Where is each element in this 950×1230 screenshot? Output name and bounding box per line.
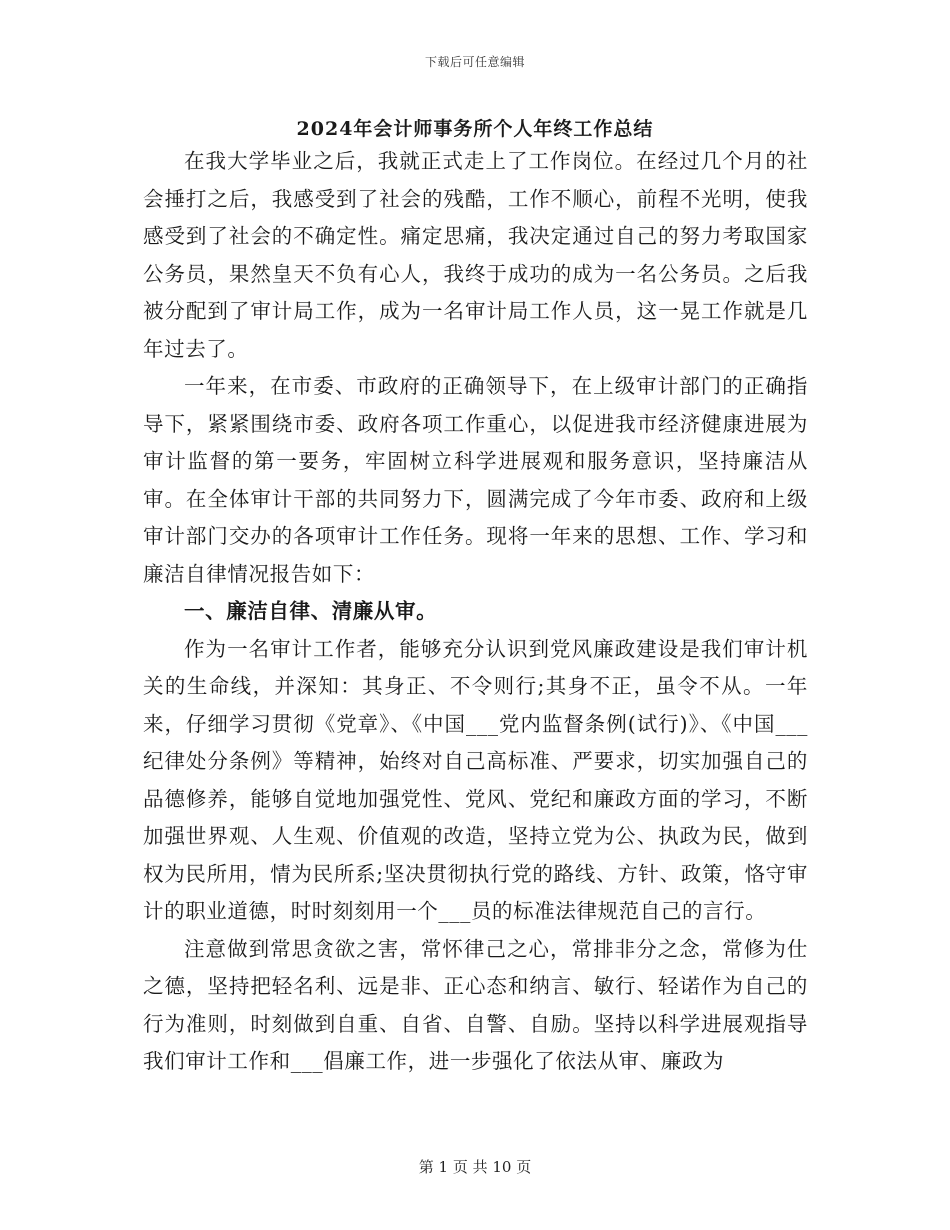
- paragraph-section1-a: 作为一名审计工作者，能够充分认识到党风廉政建设是我们审计机关的生命线，并深知：其身正、不令则行;其身不正，虽令不从。一年来，仔细学习贯彻《党章》、《中国___党内监督条例(试行)》、《中国___纪律处分条例》等精神，始终对自己高标准、严要求，切实加强自己的品德修养，能够自觉地加强党性、党风、党纪和廉政方面的学习，不断加强世界观、人生观、价值观的改造，坚持立党为公、执政为民，做到权为民所用，情为民所系;坚决贯彻执行党的路线、方针、政策，恪守审计的职业道德，时时刻刻用一个___员的标准法律规范自己的言行。: [143, 636, 808, 923]
- document-title: 2024年会计师事务所个人年终工作总结: [296, 118, 654, 140]
- document-body: [143, 143, 808, 1081]
- page-number: 第 1 页 共 10 页: [418, 1158, 532, 1176]
- paragraph-overview: 一年来，在市委、市政府的正确领导下，在上级审计部门的正确指导下，紧紧围绕市委、政府各项工作重心，以促进我市经济健康进展为审计监督的第一要务，牢固树立科学进展观和服务意识，坚持廉洁从审。在全体审计干部的共同努力下，圆满完成了今年市委、政府和上级审计部门交办的各项审计工作任务。现将一年来的思想、工作、学习和廉洁自律情况报告如下：: [143, 374, 808, 586]
- paragraph-intro: 在我大学毕业之后，我就正式走上了工作岗位。在经过几个月的社会捶打之后，我感受到了社会的残酷，工作不顺心，前程不光明，使我感受到了社会的不确定性。痛定思痛，我决定通过自己的努力考取国家公务员，果然皇天不负有心人，我终于成功的成为一名公务员。之后我被分配到了审计局工作，成为一名审计局工作人员，这一晃工作就是几年过去了。: [143, 149, 808, 361]
- header-note: 下载后可任意编辑: [424, 55, 525, 69]
- paragraph-section1-b: 注意做到常思贪欲之害，常怀律己之心，常排非分之念，常修为仕之德，坚持把轻名利、远是非、正心态和纳言、敏行、轻诺作为自己的行为准则，时刻做到自重、自省、自警、自励。坚持以科学进展观指导我们审计工作和___倡廉工作，进一步强化了依法从审、廉政为: [143, 936, 808, 1073]
- section-heading-1: 一、廉洁自律、清廉从审。: [184, 599, 438, 623]
